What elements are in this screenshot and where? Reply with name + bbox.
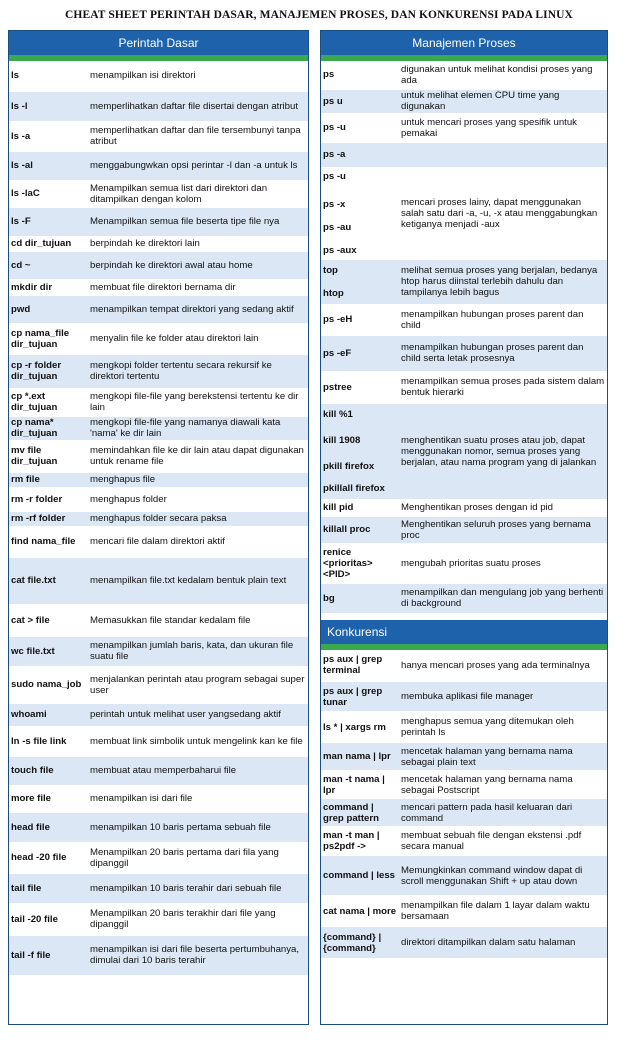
table-row xyxy=(321,896,607,927)
command-cell: ls -a xyxy=(9,121,88,151)
description-cell: menampilkan hubungan proses parent dan child serta letak prosesnya xyxy=(399,335,607,371)
command-text: top xyxy=(323,264,338,276)
command-cell xyxy=(321,167,399,259)
basic-commands-panel xyxy=(8,30,309,1025)
description-cell: Menampilkan 20 baris pertama dari fila yang dipanggil xyxy=(88,842,308,873)
basic-commands-header: Perintah Dasar xyxy=(9,31,308,61)
table-row xyxy=(321,61,607,89)
description-cell: memindahkan file ke dir lain atau dapat digunakan untuk rename file xyxy=(88,440,308,472)
description-cell: Menghentikan seluruh proses yang bernama proc xyxy=(399,516,607,543)
command-cell: sudo nama_job xyxy=(9,666,88,703)
table-row xyxy=(9,636,308,666)
command-cell xyxy=(321,259,399,304)
command-cell: ps -a xyxy=(321,142,399,167)
command-cell: cp nama* dir_tujuan xyxy=(9,416,88,440)
description-cell: Menampilkan semua list dari direktori dan ditampilkan dengan kolom xyxy=(88,180,308,207)
description-cell: Menampilkan 20 baris terakhir dari file yang dipanggil xyxy=(88,903,308,935)
command-cell: mkdir dir xyxy=(9,279,88,295)
page-title: CHEAT SHEET PERINTAH DASAR, MANAJEMEN PROSES, DAN KONKURENSI PADA LINUX xyxy=(65,9,573,21)
table-row xyxy=(321,371,607,403)
command-cell: cat nama | more xyxy=(321,896,399,927)
command-text: ps -x xyxy=(323,198,346,210)
table-row xyxy=(9,354,308,388)
table-row xyxy=(9,295,308,323)
table-row xyxy=(321,259,607,304)
command-cell: {command} | {command} xyxy=(321,927,399,959)
command-cell: ps -eH xyxy=(321,304,399,335)
command-cell: pstree xyxy=(321,371,399,403)
command-cell: command | grep pattern xyxy=(321,799,399,827)
command-cell: ls xyxy=(9,61,88,91)
command-text: ps -aux xyxy=(323,244,357,256)
description-cell: menampilkan 10 baris terahir dari sebuah file xyxy=(88,873,308,903)
description-cell: Menghentikan proses dengan id pid xyxy=(399,499,607,516)
table-row xyxy=(9,121,308,151)
description-cell: membuat atau memperbaharui file xyxy=(88,756,308,785)
table-row xyxy=(9,812,308,842)
command-cell: cp -r folder dir_tujuan xyxy=(9,354,88,388)
description-cell: menampilkan isi dari file xyxy=(88,785,308,812)
command-cell: bg xyxy=(321,583,399,613)
table-row xyxy=(9,91,308,121)
command-cell: head file xyxy=(9,812,88,842)
description-cell: membuka aplikasi file manager xyxy=(399,682,607,712)
command-cell: ls * | xargs rm xyxy=(321,712,399,743)
command-cell: man -t man | ps2pdf -> xyxy=(321,827,399,856)
table-row xyxy=(9,251,308,279)
process-management-panel xyxy=(320,30,608,1025)
table-row xyxy=(321,335,607,371)
command-text: kill 1908 xyxy=(323,434,361,446)
command-cell: tail -f file xyxy=(9,935,88,975)
command-cell: ps -eF xyxy=(321,335,399,371)
table-row xyxy=(321,927,607,959)
command-cell: ps u xyxy=(321,89,399,113)
table-row xyxy=(9,756,308,785)
table-row xyxy=(9,472,308,487)
concurrency-header: Konkurensi xyxy=(321,620,607,650)
concurrency-table xyxy=(321,650,607,960)
basic-commands-table xyxy=(9,61,308,976)
description-cell: Menampilkan semua file beserta tipe file nya xyxy=(88,207,308,236)
description-cell: mencari file dalam direktori aktif xyxy=(88,526,308,557)
table-row xyxy=(321,499,607,516)
command-cell: man -t nama | lpr xyxy=(321,771,399,799)
command-cell: ln -s file link xyxy=(9,726,88,756)
description-cell: untuk melihat elemen CPU time yang digunakan xyxy=(399,89,607,113)
description-cell: menampilkan isi direktori xyxy=(88,61,308,91)
table-row xyxy=(321,743,607,771)
description-cell: menampilkan semua proses pada sistem dalam bentuk hierarki xyxy=(399,371,607,403)
command-cell: cat > file xyxy=(9,604,88,636)
table-row xyxy=(9,416,308,440)
table-row xyxy=(9,279,308,295)
description-cell: berpindah ke direktori awal atau home xyxy=(88,251,308,279)
command-cell: kill pid xyxy=(321,499,399,516)
command-cell: rm file xyxy=(9,472,88,487)
table-row xyxy=(9,323,308,354)
description-cell: menjalankan perintah atau program sebagai super user xyxy=(88,666,308,703)
command-cell: mv file dir_tujuan xyxy=(9,440,88,472)
description-cell: menggabungwkan opsi perintar -l dan -a untuk ls xyxy=(88,151,308,180)
table-row xyxy=(9,511,308,526)
command-cell: ps xyxy=(321,61,399,89)
table-row xyxy=(9,903,308,935)
table-row xyxy=(9,440,308,472)
description-cell: mencetak halaman yang bernama nama sebagai plain text xyxy=(399,743,607,771)
description-cell: memperlihatkan daftar dan file tersembunyi tanpa atribut xyxy=(88,121,308,151)
description-cell: direktori ditampilkan dalam satu halaman xyxy=(399,927,607,959)
table-row xyxy=(9,935,308,975)
table-row xyxy=(9,388,308,416)
description-cell: menampilkan hubungan proses parent dan child xyxy=(399,304,607,335)
table-row xyxy=(321,167,607,259)
description-cell: berpindah ke direktori lain xyxy=(88,236,308,251)
command-cell: tail file xyxy=(9,873,88,903)
description-cell: menyalin file ke folder atau direktori lain xyxy=(88,323,308,354)
description-cell: melihat semua proses yang berjalan, bedanya htop harus diinstal terlebih dahulu dan tampilanya lebih bagus xyxy=(399,259,607,304)
description-cell: membuat sebuah file dengan ekstensi .pdf secara manual xyxy=(399,827,607,856)
description-cell: membuat link simbolik untuk mengelink kan ke file xyxy=(88,726,308,756)
description-cell: mencari pattern pada hasil keluaran dari command xyxy=(399,799,607,827)
table-row xyxy=(321,856,607,896)
description-cell: menghapus file xyxy=(88,472,308,487)
command-cell: ls -al xyxy=(9,151,88,180)
description-cell: menampilkan dan mengulang job yang berhenti di background xyxy=(399,583,607,613)
table-row xyxy=(9,604,308,636)
table-row xyxy=(9,785,308,812)
command-text: ps -au xyxy=(323,221,352,233)
table-row xyxy=(9,180,308,207)
command-text: kill %1 xyxy=(323,408,353,420)
table-row xyxy=(9,151,308,180)
table-row xyxy=(9,666,308,703)
command-text: ps -u xyxy=(323,170,346,182)
process-management-table xyxy=(321,61,607,614)
command-cell: cp nama_file dir_tujuan xyxy=(9,323,88,354)
table-row xyxy=(9,557,308,604)
table-row xyxy=(321,113,607,142)
description-cell: mengubah prioritas suatu proses xyxy=(399,543,607,583)
description-cell: menampilkan isi dari file beserta pertumbuhanya, dimulai dari 10 baris terahir xyxy=(88,935,308,975)
description-cell: menghapus folder secara paksa xyxy=(88,511,308,526)
command-cell: cp *.ext dir_tujuan xyxy=(9,388,88,416)
command-text: pkillall firefox xyxy=(323,482,385,494)
table-row xyxy=(9,842,308,873)
description-cell: mengkopi file-file yang berekstensi tertentu ke dir lain xyxy=(88,388,308,416)
command-cell: pwd xyxy=(9,295,88,323)
process-management-header: Manajemen Proses xyxy=(321,31,607,61)
command-cell: ps aux | grep tunar xyxy=(321,682,399,712)
description-cell: Memungkinkan command window dapat di scroll menggunakan Shift + up atau down xyxy=(399,856,607,896)
command-cell: tail -20 file xyxy=(9,903,88,935)
command-cell: rm -r folder xyxy=(9,487,88,511)
command-cell: renice <prioritas> <PID> xyxy=(321,543,399,583)
description-cell: menampilkan tempat direktori yang sedang aktif xyxy=(88,295,308,323)
description-cell: memperlihatkan daftar file disertai dengan atribut xyxy=(88,91,308,121)
command-cell: ls -laC xyxy=(9,180,88,207)
description-cell: menghentikan suatu proses atau job, dapat menggunakan nomor, semua proses yang berjalan, atau nama program yang di jalankan xyxy=(399,403,607,499)
table-row xyxy=(321,650,607,682)
description-cell: menampilkan 10 baris pertama sebuah file xyxy=(88,812,308,842)
table-row xyxy=(9,487,308,511)
table-row xyxy=(321,543,607,583)
description-cell: menghapus semua yang ditemukan oleh perintah ls xyxy=(399,712,607,743)
command-cell: rm -rf folder xyxy=(9,511,88,526)
table-row xyxy=(9,526,308,557)
description-cell: hanya mencari proses yang ada terminalnya xyxy=(399,650,607,682)
description-cell: mengkopi file-file yang namanya diawali kata 'nama' ke dir lain xyxy=(88,416,308,440)
command-cell: head -20 file xyxy=(9,842,88,873)
command-cell: cd ~ xyxy=(9,251,88,279)
description-cell: digunakan untuk melihat kondisi proses yang ada xyxy=(399,61,607,89)
table-row xyxy=(321,827,607,856)
table-row xyxy=(321,142,607,167)
table-row xyxy=(9,703,308,726)
command-cell: command | less xyxy=(321,856,399,896)
table-row xyxy=(321,799,607,827)
command-cell: touch file xyxy=(9,756,88,785)
description-cell: membuat file direktori bernama dir xyxy=(88,279,308,295)
table-row xyxy=(321,583,607,613)
command-cell: ps -u xyxy=(321,113,399,142)
table-row xyxy=(321,89,607,113)
command-cell: whoami xyxy=(9,703,88,726)
command-text: htop xyxy=(323,287,344,299)
command-cell: man nama | lpr xyxy=(321,743,399,771)
command-cell: killall proc xyxy=(321,516,399,543)
table-row xyxy=(321,771,607,799)
command-cell: wc file.txt xyxy=(9,636,88,666)
description-cell: menampilkan jumlah baris, kata, dan ukuran file suatu file xyxy=(88,636,308,666)
description-cell: untuk mencari proses yang spesifik untuk pemakai xyxy=(399,113,607,142)
table-row xyxy=(321,682,607,712)
description-cell: menampilkan file dalam 1 layar dalam waktu bersamaan xyxy=(399,896,607,927)
description-cell: mencari proses lainy, dapat menggunakan salah satu dari -a, -u, -x atau menggabungkan ketiganya menjadi -aux xyxy=(399,167,607,259)
table-row xyxy=(9,873,308,903)
table-row xyxy=(321,403,607,499)
description-cell: mengkopi folder tertentu secara rekursif ke direktori tertentu xyxy=(88,354,308,388)
command-cell: more file xyxy=(9,785,88,812)
description-cell: perintah untuk melihat user yangsedang aktif xyxy=(88,703,308,726)
command-cell: cat file.txt xyxy=(9,557,88,604)
description-cell xyxy=(399,142,607,167)
table-row xyxy=(9,207,308,236)
command-cell: find nama_file xyxy=(9,526,88,557)
description-cell: mencetak halaman yang bernama nama sebagai Postscript xyxy=(399,771,607,799)
table-row xyxy=(9,726,308,756)
command-cell: ls -F xyxy=(9,207,88,236)
table-row xyxy=(9,61,308,91)
command-cell: cd dir_tujuan xyxy=(9,236,88,251)
table-row xyxy=(321,712,607,743)
command-cell: ps aux | grep terminal xyxy=(321,650,399,682)
table-row xyxy=(321,516,607,543)
description-cell: menghapus folder xyxy=(88,487,308,511)
description-cell: Memasukkan file standar kedalam file xyxy=(88,604,308,636)
description-cell: menampilkan file.txt kedalam bentuk plain text xyxy=(88,557,308,604)
table-row xyxy=(9,236,308,251)
command-text: pkill firefox xyxy=(323,460,375,472)
command-cell: ls -l xyxy=(9,91,88,121)
command-cell xyxy=(321,403,399,499)
table-row xyxy=(321,304,607,335)
